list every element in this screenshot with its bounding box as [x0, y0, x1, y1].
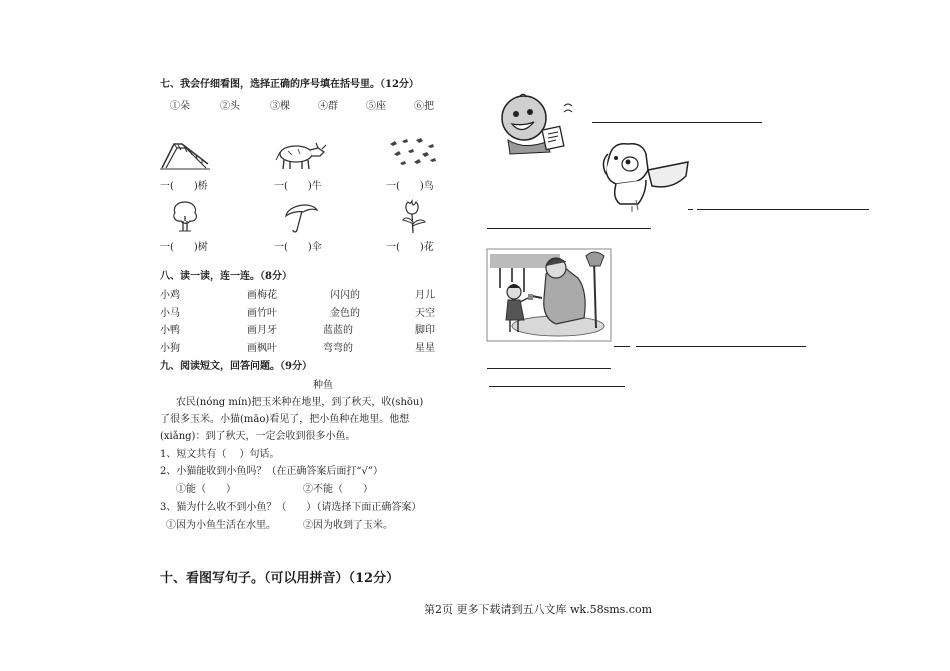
- section8-title: 八、读一读，连一连。（8分）: [160, 271, 292, 282]
- boy-reading-icon: [494, 92, 574, 158]
- answer-line-1[interactable]: [592, 122, 762, 123]
- answer-line-2b[interactable]: [487, 228, 651, 229]
- answer-line-3c[interactable]: [489, 386, 625, 387]
- option-6: ⑥把: [414, 101, 434, 112]
- blank-ox[interactable]: 一( )牛: [274, 181, 322, 192]
- match-item: 小狗: [160, 343, 180, 354]
- match-item: 小鸡: [160, 290, 180, 301]
- blank-umbrella[interactable]: 一( )伞: [274, 242, 322, 253]
- match-item: 金色的: [330, 308, 360, 319]
- tree-icon: [170, 200, 200, 232]
- answer-line-3a[interactable]: [636, 346, 806, 347]
- option-1: ①朵: [170, 101, 190, 112]
- q2-option-1[interactable]: ①能（ ）: [176, 484, 236, 495]
- match-item: 蓝蓝的: [323, 325, 353, 336]
- blank-tree[interactable]: 一( )树: [160, 242, 208, 253]
- match-item: 月儿: [415, 290, 435, 301]
- match-item: 画梅花: [247, 290, 277, 301]
- passage-line: 了很多玉米。小猫(māo)看见了，把小鱼种在地里。他想: [160, 414, 410, 425]
- answer-line-2a[interactable]: [697, 209, 869, 210]
- ox-icon: [274, 140, 328, 170]
- blank-bird[interactable]: 一( )鸟: [386, 181, 434, 192]
- question-3: 3、猫为什么收不到小鱼？（ ）（请选择下面正确答案）: [160, 502, 422, 513]
- grandma-girl-icon: [486, 248, 612, 342]
- q3-option-2: ②因为收到了玉米。: [303, 520, 393, 531]
- q2-option-2[interactable]: ②不能（ ）: [303, 484, 373, 495]
- match-item: 画竹叶: [247, 308, 277, 319]
- birds-icon: [386, 138, 440, 170]
- option-4: ④群: [318, 101, 338, 112]
- page-footer: 第2页 更多下载请到五八文库 wk.58sms.com: [424, 603, 652, 616]
- passage-line: (xiǎng)：到了秋天，一定会收到很多小鱼。: [160, 431, 356, 442]
- match-item: 弯弯的: [323, 343, 353, 354]
- match-item: 小鸭: [160, 325, 180, 336]
- umbrella-icon: [283, 200, 319, 234]
- answer-line-3-mark: [614, 346, 630, 347]
- flower-icon: [398, 198, 428, 234]
- match-item: 闪闪的: [330, 290, 360, 301]
- option-2: ②头: [220, 101, 240, 112]
- bridge-icon: [160, 140, 210, 170]
- match-item: 天空: [415, 308, 435, 319]
- section10-title: 十、看图写句子。（可以用拼音）（12分）: [160, 571, 400, 586]
- question-1: 1、短文共有（ ）句话。: [160, 449, 280, 460]
- blank-flower[interactable]: 一( )花: [386, 242, 434, 253]
- passage-title: 种鱼: [313, 380, 333, 391]
- question-2: 2、小猫能收到小鱼吗？（在正确答案后面打“√”）: [160, 466, 383, 477]
- passage-line: 农民(nóng mín)把玉米种在地里，到了秋天，收(shōu): [176, 397, 424, 408]
- q3-option-1: ①因为小鱼生活在水里。: [166, 520, 276, 531]
- option-3: ③棵: [270, 101, 290, 112]
- answer-line-3b[interactable]: [487, 368, 611, 369]
- match-item: 画枫叶: [247, 343, 277, 354]
- answer-line-2-mark: [688, 209, 693, 210]
- option-5: ⑤座: [366, 101, 386, 112]
- match-item: 脚印: [415, 325, 435, 336]
- match-item: 小马: [160, 308, 180, 319]
- match-item: 画月牙: [247, 325, 277, 336]
- blank-bridge[interactable]: 一( )桥: [160, 181, 208, 192]
- section7-title: 七、我会仔细看图，选择正确的序号填在括号里。（12分）: [160, 79, 419, 90]
- match-item: 星星: [415, 343, 435, 354]
- section9-title: 九、阅读短文，回答问题。（9分）: [160, 361, 312, 372]
- dog-bowl-icon: [602, 140, 694, 216]
